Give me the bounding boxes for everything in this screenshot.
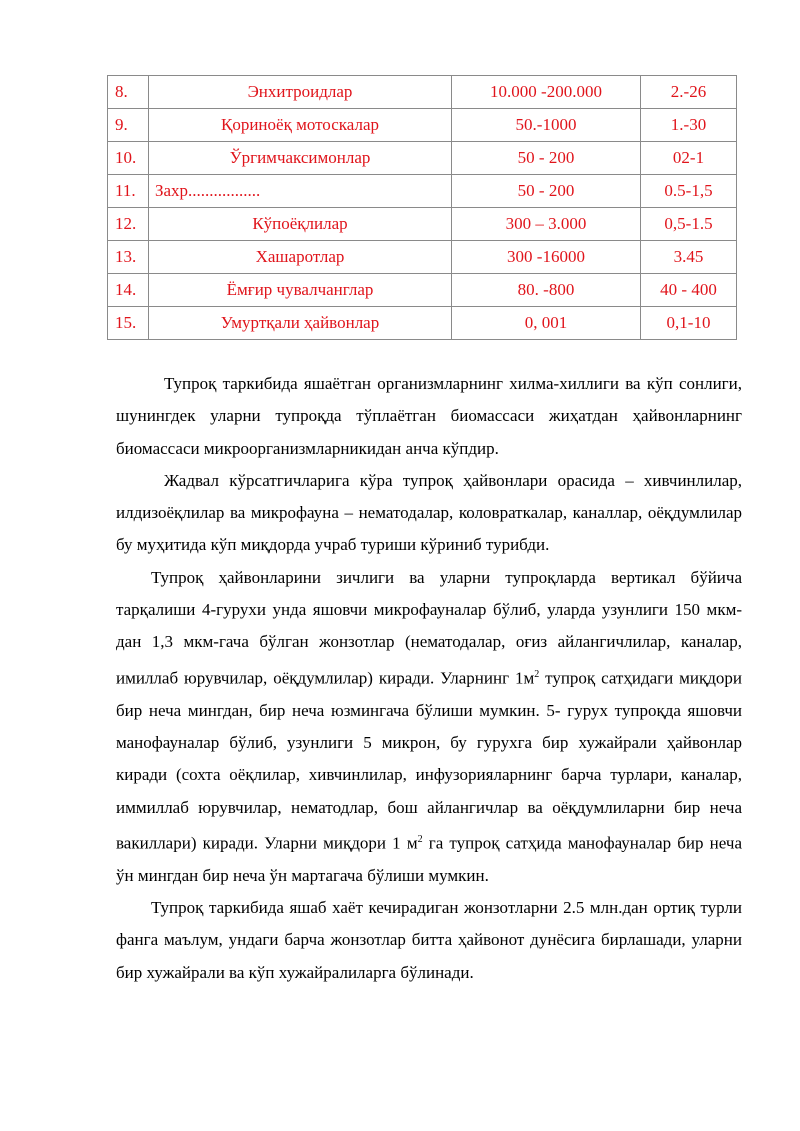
row-number: 10. (108, 142, 149, 175)
organism-name: Қориноёқ мотоскалар (149, 109, 452, 142)
organism-name: Кўпоёқлилар (149, 208, 452, 241)
count-range: 02-1 (641, 142, 737, 175)
table-row (108, 241, 737, 274)
organism-name: Захр................. (149, 175, 452, 208)
organism-name: Умуртқали ҳайвонлар (149, 307, 452, 340)
size-range: 0, 001 (452, 307, 641, 340)
table-row (108, 109, 737, 142)
row-number: 9. (108, 109, 149, 142)
count-range: 0.5-1,5 (641, 175, 737, 208)
table-row (108, 307, 737, 340)
body-text (116, 368, 742, 989)
size-range: 300 -16000 (452, 241, 641, 274)
size-range: 300 – 3.000 (452, 208, 641, 241)
table-row (108, 142, 737, 175)
paragraph: Тупроқ таркибида яшаб хаёт кечирадиган жонзотларни 2.5 млн.дан ортиқ турли фанга маълум, ундаги барча жонзотлар битта ҳайвонот дунёсига бирлашади, уларни бир хужайрали ва кўп хужайралиларга бўлинади. (116, 898, 742, 982)
row-number: 15. (108, 307, 149, 340)
paragraph-text: га тупроқ сатҳида манофауналар бир неча ўн мингдан бир неча ўн мартагача бўлиши мумкин. (116, 833, 742, 885)
count-range: 0,1-10 (641, 307, 737, 340)
count-range: 0,5-1.5 (641, 208, 737, 241)
count-range: 1.-30 (641, 109, 737, 142)
row-number: 13. (108, 241, 149, 274)
organism-name: Ўргимчаксимонлар (149, 142, 452, 175)
table-row (108, 208, 737, 241)
table-row (108, 274, 737, 307)
size-range: 50 - 200 (452, 175, 641, 208)
row-number: 11. (108, 175, 149, 208)
row-number: 12. (108, 208, 149, 241)
count-range: 2.-26 (641, 76, 737, 109)
superscript: 2 (417, 833, 423, 845)
paragraph: Тупроқ таркибида яшаётган организмларнинг хилма-хиллиги ва кўп сонлиги, шунингдек уларни тупроқда тўплаётган биомассаси жиҳатдан ҳайвонларнинг биомассаси микроорганизмларникидан анча кўпдир. (116, 374, 742, 458)
size-range: 80. -800 (452, 274, 641, 307)
table-row (108, 76, 737, 109)
organism-name: Хашаротлар (149, 241, 452, 274)
size-range: 50.-1000 (452, 109, 641, 142)
paragraph: Жадвал кўрсатгичларига кўра тупроқ ҳайвонлари орасида – хивчинлилар, илдизоёқлилар ва микрофауна – нематодалар, коловраткалар, каналлар, оёқдумлилар бу муҳитида кўп миқдорда учраб туриши кўриниб турибди. (116, 470, 742, 555)
table-row (108, 175, 737, 208)
size-range: 50 - 200 (452, 142, 641, 175)
size-range: 10.000 -200.000 (452, 76, 641, 109)
count-range: 40 - 400 (641, 274, 737, 307)
organism-name: Энхитроидлар (149, 76, 452, 109)
row-number: 14. (108, 274, 149, 307)
paragraph-text: Тупроқ ҳайвонларини зичлиги ва уларни тупроқларда вертикал бўйича тарқалиши 4-гурухи унда яшовчи микрофауналар бўлиб, уларда узунлиги 150 мкм-дан 1,3 мкм-гача бўлган жонзотлар (нематодалар, оғиз айлангичлилар, каналар, имиллаб юрувчилар, оёқдумлилар) киради. Уларнинг 1м (116, 567, 742, 688)
organism-name: Ёмғир чувалчанглар (149, 274, 452, 307)
paragraph (116, 562, 742, 892)
organisms-table (107, 75, 737, 340)
row-number: 8. (108, 76, 149, 109)
count-range: 3.45 (641, 241, 737, 274)
paragraph-text: тупроқ сатҳидаги миқдори бир неча мингдан, бир неча юзмингача бўлиши мумкин. 5- гурух тупроқда яшовчи манофауналар бўлиб, узунлиги 5 микрон, бу гурухга бир хужайрали ҳайвонлар киради (сохта оёқлилар, хивчинлилар, инфузорияларнинг барча турлари, каналар, иммиллаб юрувчилар, нематодлар, бош айлангичлар ва оёқдумлиларни бир неча вакиллари) киради. Уларни миқдори 1 м (116, 668, 742, 853)
superscript: 2 (534, 668, 540, 680)
